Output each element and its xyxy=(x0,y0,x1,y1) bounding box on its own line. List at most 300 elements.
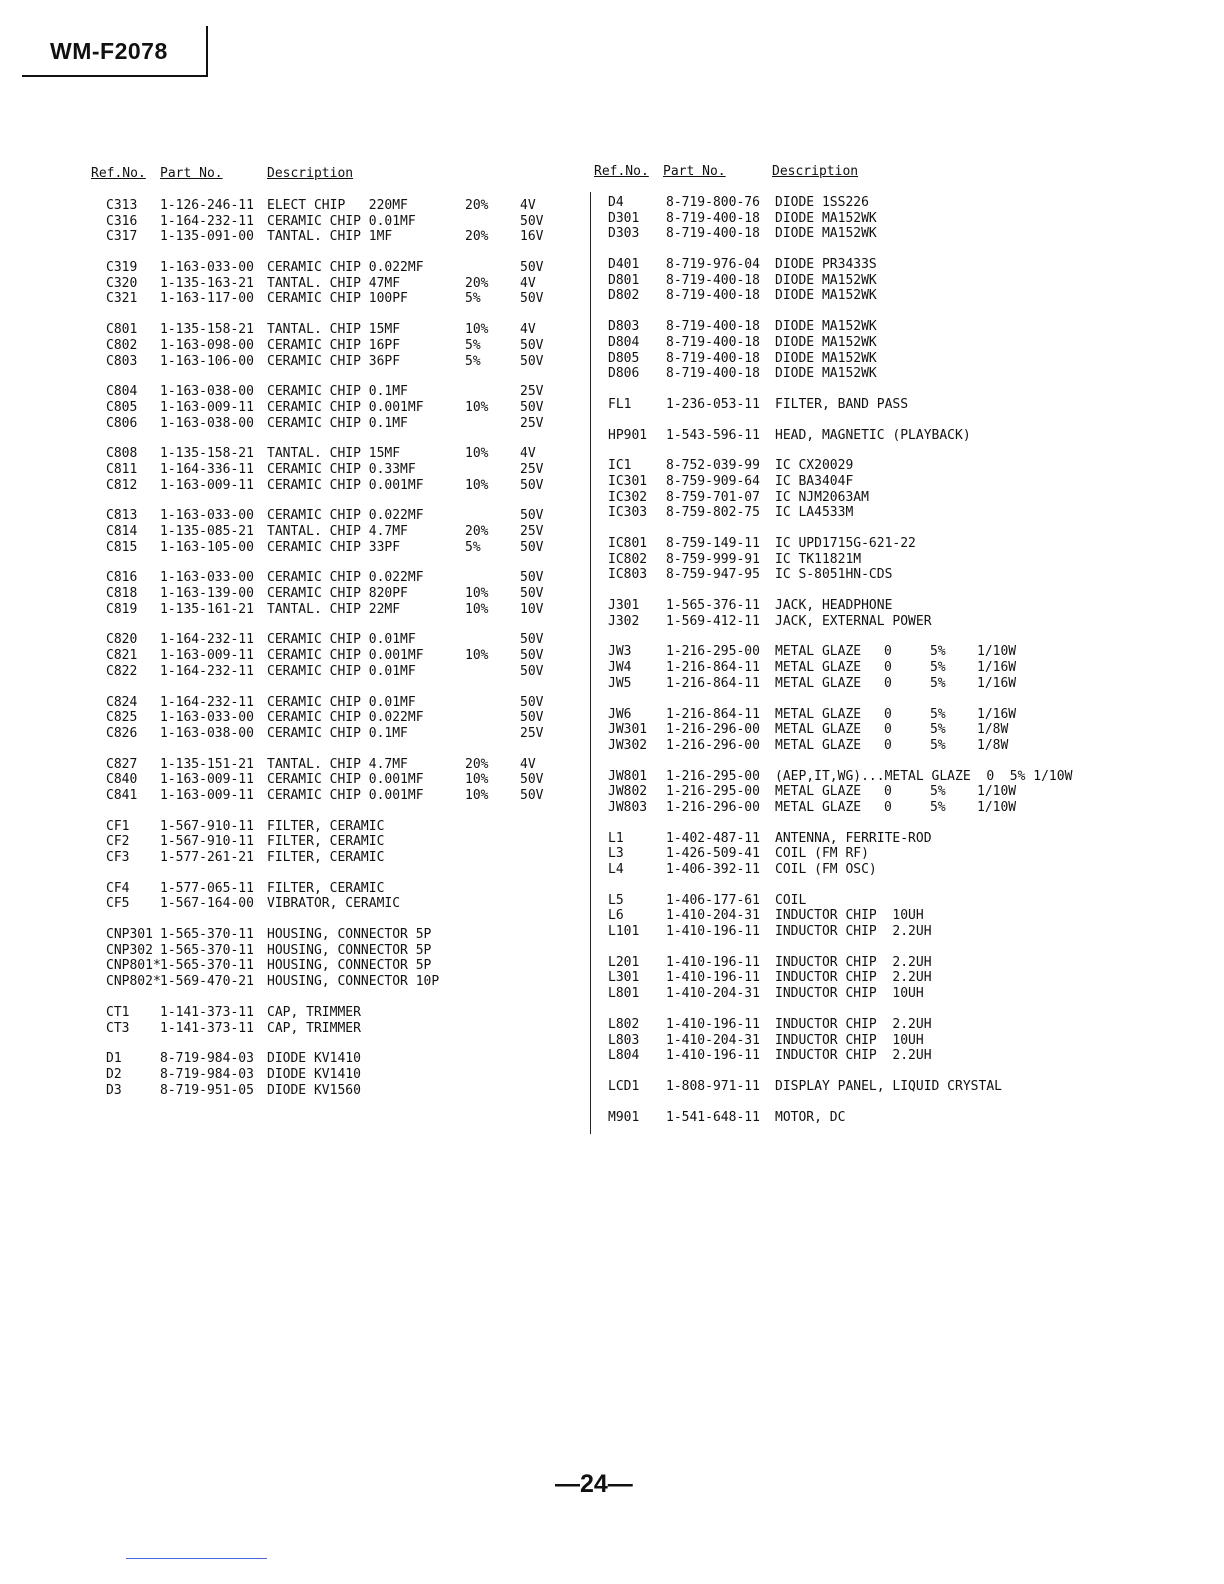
part-row xyxy=(91,819,571,835)
description: TANTAL. CHIP 15MF xyxy=(267,322,401,338)
tolerance: 10% xyxy=(465,399,489,415)
part-no: 1-565-376-11 xyxy=(666,598,760,614)
ref-no: JW4 xyxy=(608,660,632,676)
description: DIODE MA152WK xyxy=(775,288,877,304)
description: HOUSING, CONNECTOR 5P xyxy=(267,927,432,943)
part-no: 1-565-370-11 xyxy=(160,927,254,943)
description: JACK, EXTERNAL POWER xyxy=(775,613,932,629)
part-row xyxy=(594,676,1114,692)
description: FILTER, CERAMIC xyxy=(267,850,385,865)
part-row xyxy=(91,540,571,556)
description: HEAD, MAGNETIC (PLAYBACK) xyxy=(775,427,971,443)
part-no: 1-216-295-00 xyxy=(666,768,760,784)
resistance: 0 xyxy=(884,644,892,660)
voltage: 4V xyxy=(520,756,536,772)
part-group xyxy=(594,319,1114,382)
ref-no: L1 xyxy=(608,830,624,846)
ref-no: FL1 xyxy=(608,396,632,412)
description: CERAMIC CHIP 0.022MF xyxy=(267,508,424,524)
description: JACK, HEADPHONE xyxy=(775,598,893,614)
part-no: 1-164-232-11 xyxy=(160,694,254,710)
part-no: 8-719-951-05 xyxy=(160,1082,254,1098)
part-row xyxy=(91,478,571,494)
ref-no: D301 xyxy=(608,210,640,226)
part-no: 1-216-864-11 xyxy=(666,660,760,676)
part-no: 1-163-009-11 xyxy=(160,787,254,803)
part-no: 1-164-232-11 xyxy=(160,632,254,648)
voltage: 50V xyxy=(520,399,544,415)
ref-no: C820 xyxy=(106,632,138,648)
description: CERAMIC CHIP 0.01MF xyxy=(267,632,416,648)
description: FILTER, CERAMIC xyxy=(267,880,385,896)
ref-no: JW801 xyxy=(608,768,648,784)
part-no: 8-719-800-76 xyxy=(666,195,760,210)
part-no: 8-719-976-04 xyxy=(666,257,760,273)
part-row xyxy=(594,614,1114,630)
ref-no: C819 xyxy=(106,601,138,617)
part-no: 8-719-400-18 xyxy=(666,334,760,350)
part-row xyxy=(91,400,571,416)
voltage: 50V xyxy=(520,787,544,803)
part-no: 8-759-909-64 xyxy=(666,473,760,489)
part-no: 1-410-196-11 xyxy=(666,924,760,940)
voltage: 50V xyxy=(520,632,544,648)
ref-no: JW803 xyxy=(608,799,648,815)
voltage: 4V xyxy=(520,322,536,338)
part-no: 8-719-400-18 xyxy=(666,210,760,226)
part-row xyxy=(91,322,571,338)
part-no: 1-216-296-00 xyxy=(666,722,760,738)
ref-no: IC801 xyxy=(608,536,648,551)
part-row xyxy=(91,710,571,726)
part-no: 1-164-232-11 xyxy=(160,213,254,229)
description: INDUCTOR CHIP 2.2UH xyxy=(775,954,932,970)
part-no: 8-719-400-18 xyxy=(666,319,760,335)
description: MOTOR, DC xyxy=(775,1109,846,1125)
description: INDUCTOR CHIP 2.2UH xyxy=(775,970,932,986)
description: DIODE MA152WK xyxy=(775,272,877,288)
description: DIODE PR3433S xyxy=(775,257,877,273)
voltage: 50V xyxy=(520,508,544,524)
part-group xyxy=(91,819,571,866)
part-group xyxy=(594,1079,1114,1095)
description: METAL GLAZE xyxy=(775,660,862,676)
ref-no: M901 xyxy=(608,1109,640,1125)
tolerance: 10% xyxy=(465,322,489,338)
part-row xyxy=(594,195,1114,211)
part-row xyxy=(594,1033,1114,1049)
part-no: 1-164-336-11 xyxy=(160,461,254,477)
part-group xyxy=(91,508,571,555)
description: CERAMIC CHIP 0.33MF xyxy=(267,461,416,477)
part-no: 1-410-204-31 xyxy=(666,986,760,1002)
left-parts-column xyxy=(91,166,571,1098)
part-group xyxy=(91,881,571,912)
description: CERAMIC CHIP 0.01MF xyxy=(267,213,416,229)
description: TANTAL. CHIP 47MF xyxy=(267,275,401,291)
tolerance: 5% xyxy=(465,353,481,369)
part-row xyxy=(91,446,571,462)
voltage: 50V xyxy=(520,648,544,664)
ref-no: CF5 xyxy=(106,896,130,912)
part-no: 8-719-984-03 xyxy=(160,1066,254,1082)
part-no: 1-410-196-11 xyxy=(666,954,760,970)
part-no: 1-236-053-11 xyxy=(666,396,760,412)
part-row xyxy=(91,1067,571,1083)
voltage: 50V xyxy=(520,570,544,586)
ref-no: C822 xyxy=(106,663,138,679)
part-row xyxy=(594,893,1114,909)
part-no: 1-163-038-00 xyxy=(160,384,254,400)
part-group xyxy=(594,955,1114,1002)
ref-no: L4 xyxy=(608,862,624,877)
part-row xyxy=(594,800,1114,816)
part-no: 1-163-009-11 xyxy=(160,772,254,788)
ref-no: D804 xyxy=(608,334,640,350)
ref-no: L6 xyxy=(608,908,624,924)
description: CERAMIC CHIP 33PF xyxy=(267,539,401,555)
ref-no: C316 xyxy=(106,213,138,229)
ref-no: C818 xyxy=(106,586,138,602)
part-row xyxy=(91,974,571,990)
description: METAL GLAZE xyxy=(775,675,862,691)
part-row xyxy=(594,490,1114,506)
part-no: 1-410-196-11 xyxy=(666,1016,760,1032)
description: CERAMIC CHIP 0.01MF xyxy=(267,663,416,679)
ref-no: C804 xyxy=(106,384,138,400)
wattage: 1/16W xyxy=(977,706,1017,722)
part-row xyxy=(91,524,571,540)
description: DIODE MA152WK xyxy=(775,334,877,350)
part-row xyxy=(594,288,1114,304)
ref-no: C814 xyxy=(106,524,138,539)
part-group xyxy=(594,707,1114,754)
tolerance: 20% xyxy=(465,198,489,213)
resistance: 0 xyxy=(884,722,892,738)
ref-no: L803 xyxy=(608,1032,640,1048)
description: CERAMIC CHIP 0.022MF xyxy=(267,710,424,726)
ref-no: JW802 xyxy=(608,784,648,800)
voltage: 4V xyxy=(520,446,536,462)
description: TANTAL. CHIP 1MF xyxy=(267,229,393,245)
resistance: 0 xyxy=(884,784,892,800)
tolerance: 10% xyxy=(465,648,489,664)
description: METAL GLAZE xyxy=(775,644,862,660)
left-column-header xyxy=(91,166,571,186)
part-row xyxy=(594,1017,1114,1033)
part-group xyxy=(91,322,571,369)
part-no: 1-163-033-00 xyxy=(160,260,254,276)
part-group xyxy=(594,257,1114,304)
description: METAL GLAZE xyxy=(775,784,862,800)
part-no: 1-541-648-11 xyxy=(666,1109,760,1125)
description: HOUSING, CONNECTOR 5P xyxy=(267,958,432,974)
voltage: 25V xyxy=(520,384,544,400)
part-no: 1-163-009-11 xyxy=(160,399,254,415)
description: COIL (FM OSC) xyxy=(775,862,877,877)
ref-no: IC803 xyxy=(608,567,648,583)
part-no: 1-565-370-11 xyxy=(160,942,254,958)
part-row xyxy=(594,769,1114,785)
part-row xyxy=(594,351,1114,367)
tolerance: 20% xyxy=(465,229,489,245)
part-no: 1-163-009-11 xyxy=(160,648,254,664)
wattage: 1/16W xyxy=(977,675,1017,691)
part-row xyxy=(594,1079,1114,1095)
description: DIODE KV1410 xyxy=(267,1066,361,1082)
description: TANTAL. CHIP 15MF xyxy=(267,446,401,462)
part-group xyxy=(594,893,1114,940)
part-group xyxy=(91,446,571,493)
ref-no: C841 xyxy=(106,787,138,803)
ref-no-header: Ref.No. xyxy=(91,166,146,181)
ref-no: C824 xyxy=(106,694,138,710)
description: IC S-8051HN-CDS xyxy=(775,567,893,583)
tolerance: 5% xyxy=(465,539,481,555)
tolerance: 20% xyxy=(465,275,489,291)
description: CERAMIC CHIP 0.001MF xyxy=(267,399,424,415)
part-no: 1-410-196-11 xyxy=(666,970,760,986)
ref-no: CF2 xyxy=(106,834,130,850)
ref-no: JW302 xyxy=(608,737,648,753)
part-row xyxy=(91,291,571,307)
description: CERAMIC CHIP 0.022MF xyxy=(267,570,424,586)
ref-no: JW6 xyxy=(608,706,632,722)
part-row xyxy=(594,707,1114,723)
part-row xyxy=(594,738,1114,754)
voltage: 50V xyxy=(520,260,544,276)
title-vertical-rule xyxy=(206,26,208,77)
part-row xyxy=(594,970,1114,986)
description: DIODE MA152WK xyxy=(775,226,877,242)
tolerance: 10% xyxy=(465,772,489,788)
part-row xyxy=(594,257,1114,273)
voltage: 50V xyxy=(520,772,544,788)
voltage: 25V xyxy=(520,725,544,741)
description: FILTER, CERAMIC xyxy=(267,818,385,834)
part-no: 1-406-392-11 xyxy=(666,862,760,877)
wattage: 1/8W xyxy=(977,722,1009,738)
tolerance: 10% xyxy=(465,787,489,803)
ref-no: C803 xyxy=(106,353,138,369)
ref-no: C801 xyxy=(106,322,138,338)
ref-no: JW5 xyxy=(608,675,632,691)
part-row xyxy=(594,552,1114,568)
description: METAL GLAZE xyxy=(775,737,862,753)
voltage: 50V xyxy=(520,353,544,369)
part-row xyxy=(594,1110,1114,1126)
part-row xyxy=(594,397,1114,413)
part-group xyxy=(91,384,571,431)
part-no: 1-406-177-61 xyxy=(666,892,760,908)
part-group xyxy=(594,1017,1114,1064)
page-number: —24— xyxy=(555,1470,633,1498)
part-no: 8-759-802-75 xyxy=(666,505,760,521)
ref-no: C320 xyxy=(106,275,138,291)
ref-no: D1 xyxy=(106,1051,122,1067)
part-no: 1-426-509-41 xyxy=(666,846,760,862)
description: CERAMIC CHIP 820PF xyxy=(267,586,408,602)
ref-no: CNP301 xyxy=(106,927,153,943)
part-no: 8-719-400-18 xyxy=(666,366,760,382)
part-no: 1-135-163-21 xyxy=(160,275,254,291)
part-group xyxy=(594,428,1114,444)
voltage: 50V xyxy=(520,710,544,726)
part-no: 1-216-864-11 xyxy=(666,675,760,691)
part-row xyxy=(91,726,571,742)
bottom-rule xyxy=(126,1558,267,1559)
description: INDUCTOR CHIP 2.2UH xyxy=(775,1048,932,1064)
description: DIODE KV1410 xyxy=(267,1051,361,1067)
description: COIL (FM RF) xyxy=(775,846,869,862)
ref-no: CT1 xyxy=(106,1004,130,1020)
resistance: 0 xyxy=(884,675,892,691)
tolerance: 5% xyxy=(930,722,946,738)
ref-no: C815 xyxy=(106,539,138,555)
ref-no: D4 xyxy=(608,195,624,210)
description: IC LA4533M xyxy=(775,505,854,521)
part-row xyxy=(594,335,1114,351)
part-row xyxy=(91,881,571,897)
voltage: 50V xyxy=(520,586,544,602)
part-no: 1-163-038-00 xyxy=(160,725,254,741)
description: DISPLAY PANEL, LIQUID CRYSTAL xyxy=(775,1078,1002,1094)
description: HOUSING, CONNECTOR 10P xyxy=(267,974,440,990)
description: DIODE MA152WK xyxy=(775,350,877,366)
tolerance: 10% xyxy=(465,586,489,602)
part-no: 1-135-158-21 xyxy=(160,322,254,338)
part-row xyxy=(91,958,571,974)
part-no: 1-543-596-11 xyxy=(666,427,760,443)
voltage: 4V xyxy=(520,275,536,291)
part-row xyxy=(594,474,1114,490)
tolerance: 5% xyxy=(930,706,946,722)
part-row xyxy=(91,850,571,866)
ref-no: C816 xyxy=(106,570,138,586)
part-group xyxy=(594,769,1114,816)
part-group xyxy=(594,831,1114,878)
description-header: Description xyxy=(772,164,859,179)
description: DIODE KV1560 xyxy=(267,1082,361,1098)
voltage: 4V xyxy=(520,198,536,213)
part-no: 1-216-296-00 xyxy=(666,737,760,753)
tolerance: 5% xyxy=(930,737,946,753)
part-no: 1-808-971-11 xyxy=(666,1078,760,1094)
part-row xyxy=(594,598,1114,614)
ref-no: C805 xyxy=(106,399,138,415)
description: CERAMIC CHIP 0.022MF xyxy=(267,260,424,276)
ref-no: IC301 xyxy=(608,473,648,489)
part-row xyxy=(594,924,1114,940)
part-no: 1-164-232-11 xyxy=(160,663,254,679)
tolerance: 5% xyxy=(930,799,946,815)
part-no: 1-163-106-00 xyxy=(160,353,254,369)
description: ELECT CHIP 220MF xyxy=(267,198,408,213)
ref-no: C827 xyxy=(106,756,138,772)
description: DIODE MA152WK xyxy=(775,210,877,226)
ref-no: D801 xyxy=(608,272,640,288)
description: IC TK11821M xyxy=(775,551,862,567)
tolerance: 20% xyxy=(465,756,489,772)
wattage: 1/10W xyxy=(977,644,1017,660)
description: METAL GLAZE xyxy=(775,706,862,722)
ref-no: C802 xyxy=(106,337,138,353)
part-group xyxy=(594,598,1114,629)
part-no: 1-141-373-11 xyxy=(160,1004,254,1020)
tolerance: 5% xyxy=(930,675,946,691)
ref-no: HP901 xyxy=(608,427,648,443)
part-no: 1-216-864-11 xyxy=(666,706,760,722)
voltage: 50V xyxy=(520,337,544,353)
part-row xyxy=(91,788,571,804)
ref-no: LCD1 xyxy=(608,1078,640,1094)
part-row xyxy=(91,338,571,354)
tolerance: 10% xyxy=(465,446,489,462)
description: CERAMIC CHIP 0.001MF xyxy=(267,772,424,788)
tolerance: 5% xyxy=(465,291,481,307)
right-parts-column xyxy=(594,164,1114,1125)
ref-no: CF3 xyxy=(106,850,130,865)
ref-no: D802 xyxy=(608,288,640,304)
description: IC NJM2063AM xyxy=(775,489,869,505)
part-row xyxy=(91,1005,571,1021)
part-no: 8-719-400-18 xyxy=(666,226,760,242)
voltage: 50V xyxy=(520,477,544,493)
part-row xyxy=(594,908,1114,924)
part-row xyxy=(91,664,571,680)
voltage: 25V xyxy=(520,415,544,431)
part-group xyxy=(91,632,571,679)
ref-no: D806 xyxy=(608,366,640,382)
resistance: 0 xyxy=(884,660,892,676)
description: INDUCTOR CHIP 10UH xyxy=(775,1032,924,1048)
ref-no: D805 xyxy=(608,350,640,366)
part-row xyxy=(91,198,571,214)
ref-no: D303 xyxy=(608,226,640,242)
part-row xyxy=(91,508,571,524)
ref-no: C813 xyxy=(106,508,138,524)
part-row xyxy=(594,428,1114,444)
voltage: 25V xyxy=(520,461,544,477)
part-group xyxy=(91,927,571,990)
ref-no: C319 xyxy=(106,260,138,276)
description: METAL GLAZE xyxy=(775,799,862,815)
ref-no: L3 xyxy=(608,846,624,862)
right-column-header xyxy=(594,164,1114,184)
voltage: 16V xyxy=(520,229,544,245)
ref-no: C808 xyxy=(106,446,138,462)
ref-no: L201 xyxy=(608,954,640,970)
part-no: 1-216-296-00 xyxy=(666,799,760,815)
part-no: 8-759-701-07 xyxy=(666,489,760,505)
ref-no: CF4 xyxy=(106,880,130,896)
ref-no: L801 xyxy=(608,986,640,1002)
description: CERAMIC CHIP 0.1MF xyxy=(267,415,408,431)
ref-no: L5 xyxy=(608,892,624,908)
part-row xyxy=(594,846,1114,862)
part-no: 8-759-947-95 xyxy=(666,567,760,583)
part-no: 8-759-999-91 xyxy=(666,551,760,567)
description: FILTER, BAND PASS xyxy=(775,396,909,412)
description: INDUCTOR CHIP 2.2UH xyxy=(775,924,932,940)
description: COIL xyxy=(775,892,807,908)
tolerance: 5% xyxy=(930,660,946,676)
part-no: 1-410-204-31 xyxy=(666,908,760,924)
wattage: 1/8W xyxy=(977,737,1009,753)
part-row xyxy=(91,384,571,400)
ref-no: C806 xyxy=(106,415,138,431)
part-no: 1-163-033-00 xyxy=(160,710,254,726)
